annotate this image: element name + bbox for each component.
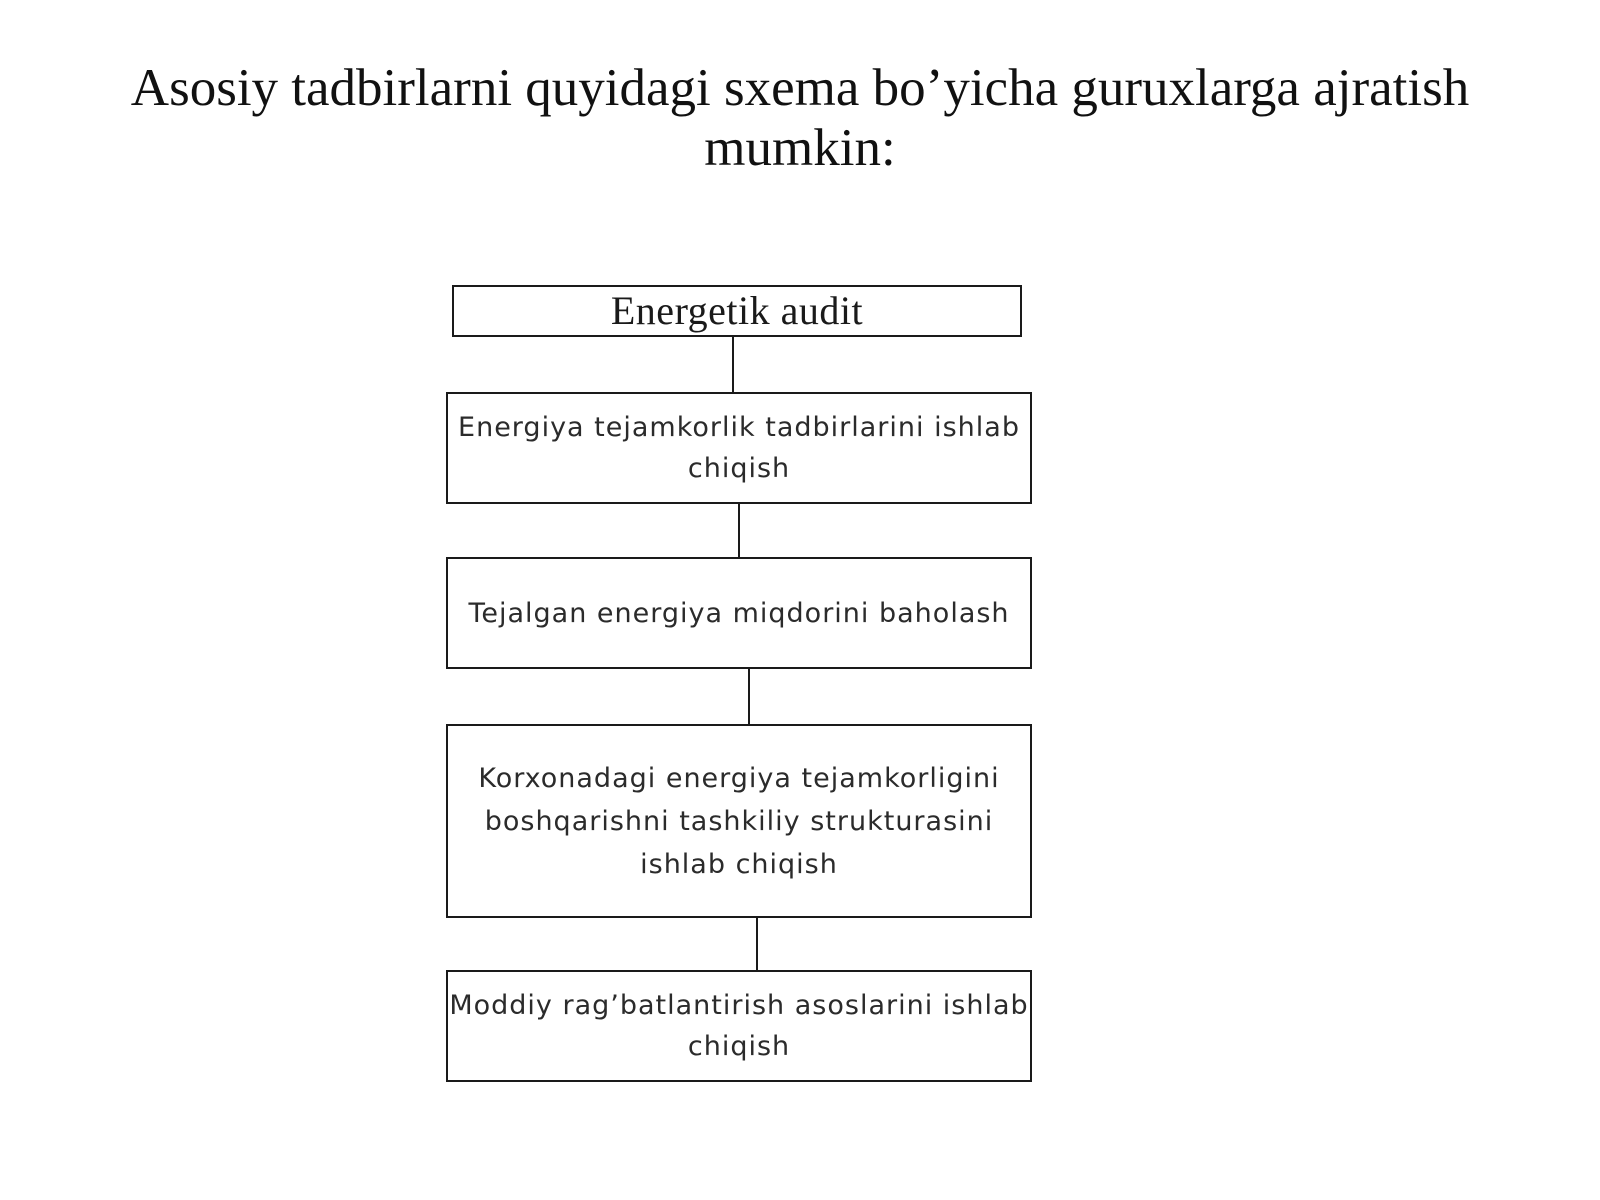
step-label-2: Tejalgan energiya miqdorini baholash	[468, 597, 1010, 629]
step-label-4: Moddiy rag’batlantirish asoslarini ishlab chiqish	[449, 990, 1029, 1062]
connector-line	[756, 918, 758, 970]
step-label-1: Energiya tejamkorlik tadbirlarini ishlab chiqish	[458, 412, 1020, 484]
step-box-4	[446, 970, 1032, 1082]
step-box-2	[446, 557, 1032, 669]
slide-title: Asosiy tadbirlarni quyidagi sxema bo’yicha guruxlarga ajratish mumkin:	[130, 59, 1470, 177]
energetik-audit-label: Energetik audit	[610, 288, 864, 333]
step-box-1	[446, 392, 1032, 504]
step-box-3	[446, 724, 1032, 918]
energetik-audit-box	[452, 285, 1022, 337]
step-label-3: Korxonadagi energiya tejamkorligini boshqarishni tashkiliy strukturasini ishlab chiqish	[478, 762, 1000, 880]
connector-line	[748, 669, 750, 724]
connector-line	[738, 504, 740, 557]
connector-line	[732, 337, 734, 392]
